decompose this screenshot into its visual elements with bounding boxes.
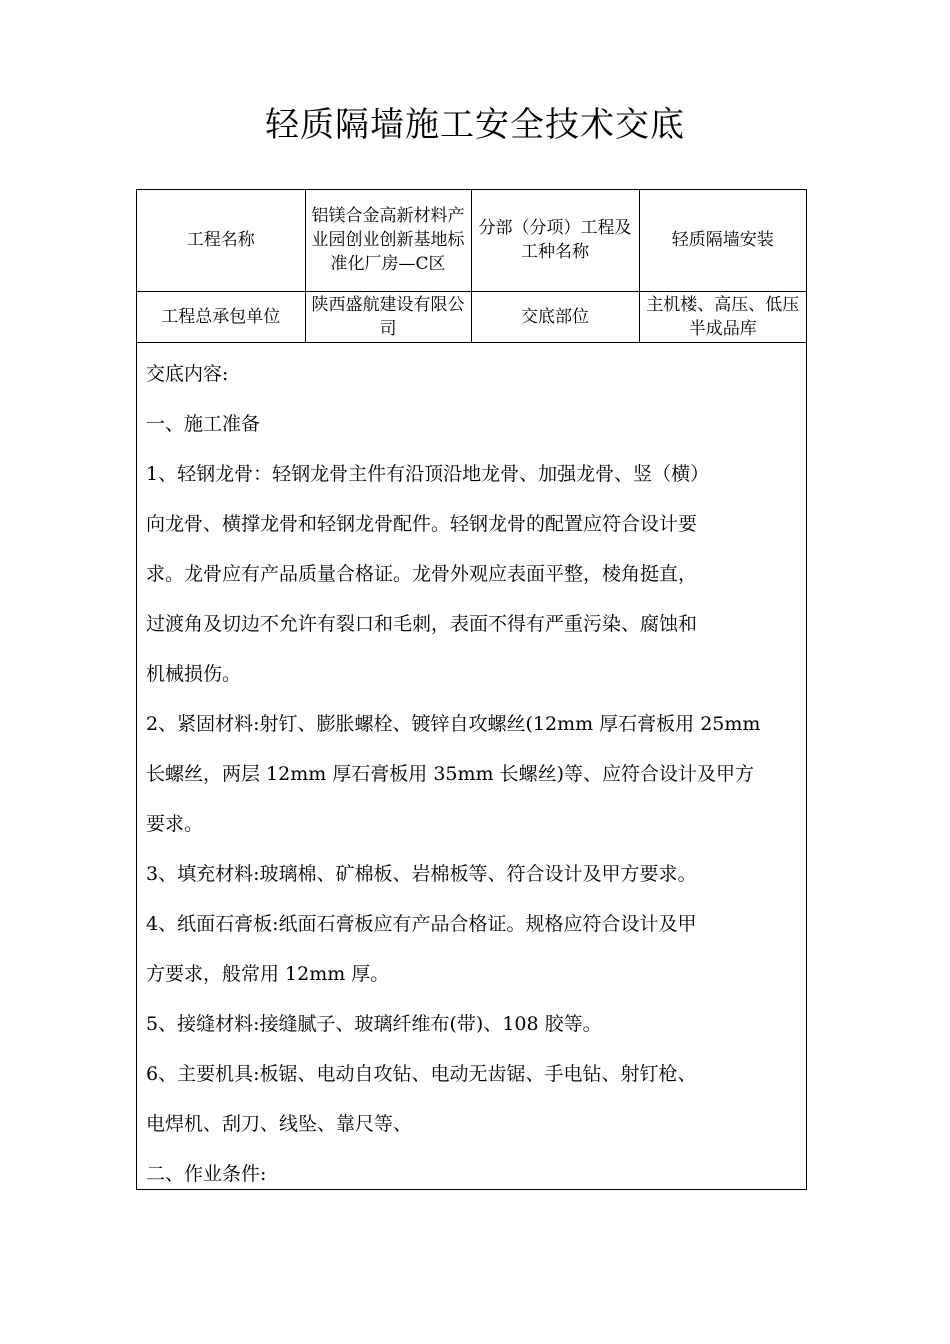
table-row	[137, 291, 806, 342]
content-line: 要求。	[146, 812, 204, 835]
contractor-label: 工程总承包单位	[137, 291, 305, 342]
table-row	[137, 190, 806, 291]
content-line: 向龙骨、横撑龙骨和轻钢龙骨配件。轻钢龙骨的配置应符合设计要	[146, 512, 698, 535]
content-line: 3、填充材料:玻璃棉、矿棉板、岩棉板等、符合设计及甲方要求。	[146, 862, 697, 885]
content-line: 交底内容:	[146, 362, 229, 385]
content-line: 1、轻钢龙骨：轻钢龙骨主件有沿顶沿地龙骨、加强龙骨、竖（横）	[146, 462, 710, 485]
project-name-label: 工程名称	[137, 190, 305, 291]
content-line: 电焊机、刮刀、线坠、靠尺等、	[146, 1112, 413, 1135]
disclosure-form	[136, 189, 807, 1190]
content-line: 机械损伤。	[146, 662, 242, 685]
location-value: 主机楼、高压、低压半成品库	[639, 291, 806, 342]
content-line: 二、作业条件:	[146, 1162, 267, 1185]
content-line: 一、施工准备	[146, 412, 261, 435]
project-info-table	[137, 190, 806, 343]
document-title: 轻质隔墙施工安全技术交底	[265, 105, 685, 145]
content-line: 6、主要机具:板锯、电动自攻钻、电动无齿锯、手电钻、射钉枪、	[146, 1062, 697, 1085]
disclosure-content	[137, 343, 806, 1199]
project-name-value: 铝镁合金高新材料产业园创业创新基地标准化厂房—C区	[305, 190, 471, 291]
content-line: 4、纸面石膏板:纸面石膏板应有产品合格证。规格应符合设计及甲	[146, 912, 697, 935]
location-label: 交底部位	[471, 291, 639, 342]
subproject-value: 轻质隔墙安装	[639, 190, 806, 291]
content-line: 2、紧固材料:射钉、膨胀螺栓、镀锌自攻螺丝(12mm 厚石膏板用 25mm	[146, 712, 761, 735]
content-line: 5、接缝材料:接缝腻子、玻璃纤维布(带)、108 胶等。	[146, 1012, 602, 1035]
content-line: 方要求，般常用 12mm 厚。	[146, 962, 390, 985]
content-line: 过渡角及切边不允许有裂口和毛刺，表面不得有严重污染、腐蚀和	[146, 612, 698, 635]
subproject-label: 分部（分项）工程及工种名称	[471, 190, 639, 291]
content-line: 长螺丝，两层 12mm 厚石膏板用 35mm 长螺丝)等、应符合设计及甲方	[146, 762, 754, 785]
content-line: 求。龙骨应有产品质量合格证。龙骨外观应表面平整，棱角挺直，	[146, 562, 698, 585]
contractor-value: 陕西盛航建设有限公司	[305, 291, 471, 342]
